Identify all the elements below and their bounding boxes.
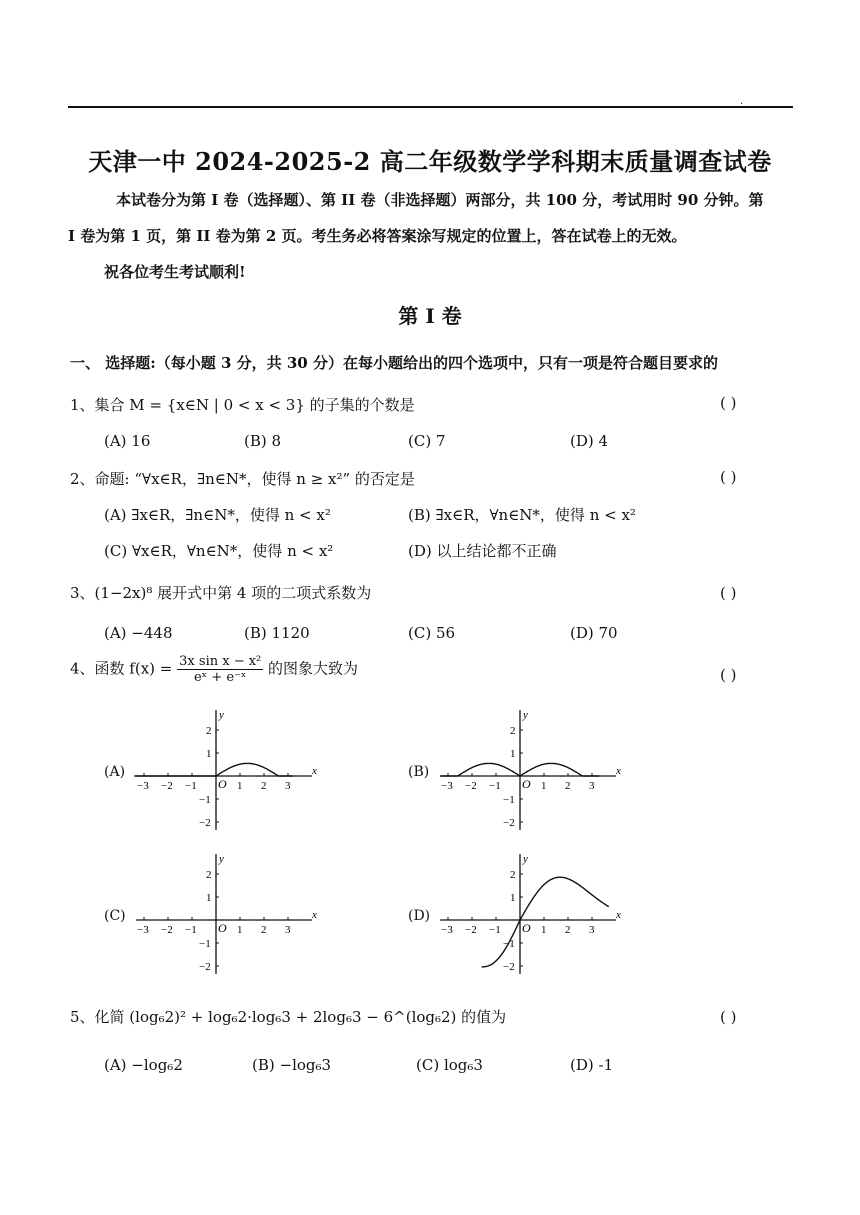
graph-b-x-label: x [616, 765, 621, 777]
graph-a-x-tick-label: 3 [285, 780, 291, 792]
q1-option-c[interactable]: (C) 7 [408, 432, 446, 450]
graph-b-x-tick-label: −2 [465, 780, 477, 792]
graph-b-origin: O [522, 777, 531, 791]
q5-option-c[interactable]: (C) log₆3 [416, 1056, 483, 1074]
intro-line-2: I 卷为第 1 页，第 II 卷为第 2 页。考生务必将答案涂写规定的位置上，答在试卷上的无效。 [68, 227, 687, 245]
graph-b-x-tick-label: 1 [541, 780, 547, 792]
answer-paren-5[interactable]: ( ) [720, 1008, 737, 1026]
graph-b-y-tick-label: 2 [510, 725, 516, 737]
graph-c-y-tick-label: −2 [199, 961, 211, 973]
graph-b-x-tick-label: −1 [489, 780, 501, 792]
q1-option-a[interactable]: (A) 16 [104, 432, 151, 450]
q4-fraction-denominator: eˣ + e⁻ˣ [193, 670, 247, 685]
q2-option-d[interactable]: (D) 以上结论都不正确 [408, 542, 557, 560]
question-5-stem: 5、化简 (log₆2)² + log₆2·log₆3 + 2log₆3 − 6^(log₆2) 的值为 [70, 1008, 507, 1026]
header-rule [68, 106, 793, 108]
q4-stem-prefix: 4、函数 f(x) = [70, 659, 173, 678]
graph-d-x-tick-label: −3 [441, 924, 453, 936]
graph-d-x-label: x [616, 909, 621, 921]
q2-option-c[interactable]: (C) ∀x∈R，∀n∈N*，使得 n < x² [104, 542, 334, 560]
q2-option-a[interactable]: (A) ∃x∈R，∃n∈N*，使得 n < x² [104, 506, 331, 524]
graph-d-x-tick-label: −2 [465, 924, 477, 936]
header-mark: . [740, 96, 744, 107]
question-4-stem [70, 654, 358, 685]
graph-b-y-tick-label: −1 [503, 794, 515, 806]
graph-d-x-tick-label: 3 [589, 924, 595, 936]
q5-option-a[interactable]: (A) −log₆2 [104, 1056, 183, 1074]
q4-option-c[interactable]: (C) [104, 908, 126, 924]
section-title: 第 I 卷 [398, 304, 462, 328]
graph-d-curve [482, 877, 609, 967]
graph-b-y-tick-label: −2 [503, 817, 515, 829]
q4-stem-suffix: 的图象大致为 [268, 659, 359, 678]
graph-c-y-label: y [219, 853, 224, 865]
graph-a-y-label: y [219, 709, 224, 721]
q3-option-b[interactable]: (B) 1120 [244, 624, 310, 642]
q4-option-a[interactable]: (A) [104, 764, 126, 780]
answer-paren-3[interactable]: ( ) [720, 584, 737, 602]
graph-a-y-tick-label: −2 [199, 817, 211, 829]
graph-c-x-tick-label: 2 [261, 924, 267, 936]
q1-option-b[interactable]: (B) 8 [244, 432, 282, 450]
q2-option-b[interactable]: (B) ∃x∈R，∀n∈N*，使得 n < x² [408, 506, 636, 524]
graph-a-x-tick-label: 2 [261, 780, 267, 792]
answer-paren-4[interactable]: ( ) [720, 666, 737, 684]
q5-option-b[interactable]: (B) −log₆3 [252, 1056, 332, 1074]
graph-a-x-tick-label: −1 [185, 780, 197, 792]
q3-option-d[interactable]: (D) 70 [570, 624, 618, 642]
q4-fraction [177, 654, 263, 685]
question-1-stem: 1、集合 M = {x∈N | 0 < x < 3} 的子集的个数是 [70, 396, 415, 414]
graph-d-y-tick-label: −1 [503, 938, 515, 950]
graph-b-y-label: y [523, 709, 528, 721]
q3-option-c[interactable]: (C) 56 [408, 624, 456, 642]
part-heading: 一、 选择题:（每小题 3 分，共 30 分）在每小题给出的四个选项中，只有一项是符合题目要求的 [70, 354, 718, 372]
graph-d [434, 850, 624, 980]
graph-d-y-tick-label: −2 [503, 961, 515, 973]
graph-a-x-tick-label: 1 [237, 780, 243, 792]
question-3-stem: 3、(1−2x)⁸ 展开式中第 4 项的二项式系数为 [70, 584, 372, 602]
graph-b-x-tick-label: −3 [441, 780, 453, 792]
graph-a-y-tick-label: 2 [206, 725, 212, 737]
graph-c-origin: O [218, 921, 227, 935]
graph-c-x-tick-label: −2 [161, 924, 173, 936]
graph-d-x-tick-label: 1 [541, 924, 547, 936]
graph-c-y-tick-label: −1 [199, 938, 211, 950]
graph-c-y-tick-label: 1 [206, 892, 212, 904]
graph-c-x-tick-label: 3 [285, 924, 291, 936]
graph-c-y-tick-label: 2 [206, 869, 212, 881]
graph-a-x-tick-label: −3 [137, 780, 149, 792]
graph-a [130, 706, 320, 836]
q3-option-a[interactable]: (A) −448 [104, 624, 173, 642]
graph-c-x-tick-label: 1 [237, 924, 243, 936]
graph-c-x-tick-label: −3 [137, 924, 149, 936]
question-2-stem: 2、命题: “∀x∈R，∃n∈N*，使得 n ≥ x²” 的否定是 [70, 470, 415, 488]
graph-d-origin: O [522, 921, 531, 935]
graph-a-origin: O [218, 777, 227, 791]
graph-b-y-tick-label: 1 [510, 748, 516, 760]
graph-a-x-label: x [312, 765, 317, 777]
graph-d-y-tick-label: 2 [510, 869, 516, 881]
q1-option-d[interactable]: (D) 4 [570, 432, 609, 450]
answer-paren-2[interactable]: ( ) [720, 468, 737, 486]
graph-b-x-tick-label: 3 [589, 780, 595, 792]
graph-d-y-tick-label: 1 [510, 892, 516, 904]
q5-option-d[interactable]: (D) -1 [570, 1056, 614, 1074]
graph-c-x-tick-label: −1 [185, 924, 197, 936]
wish-text: 祝各位考生考试顺利! [104, 263, 246, 281]
graph-d-x-tick-label: 2 [565, 924, 571, 936]
graph-a-x-tick-label: −2 [161, 780, 173, 792]
q4-fraction-numerator: 3x sin x − x² [179, 654, 262, 669]
answer-paren-1[interactable]: ( ) [720, 394, 737, 412]
graph-a-y-tick-label: 1 [206, 748, 212, 760]
graph-b-x-tick-label: 2 [565, 780, 571, 792]
graph-a-curve [134, 763, 292, 776]
graph-d-x-tick-label: −1 [489, 924, 501, 936]
q4-option-b[interactable]: (B) [408, 764, 430, 780]
graph-c [130, 850, 320, 980]
intro-line-1: 本试卷分为第 I 卷（选择题）、第 II 卷（非选择题）两部分，共 100 分，考试用时 90 分钟。第 [116, 191, 764, 209]
q4-option-d[interactable]: (D) [408, 908, 431, 924]
exam-title: 天津一中 2024-2025-2 高二年级数学学科期末质量调查试卷 [88, 147, 772, 176]
graph-b [434, 706, 624, 836]
graph-d-y-label: y [523, 853, 528, 865]
graph-a-y-tick-label: −1 [199, 794, 211, 806]
graph-c-x-label: x [312, 909, 317, 921]
